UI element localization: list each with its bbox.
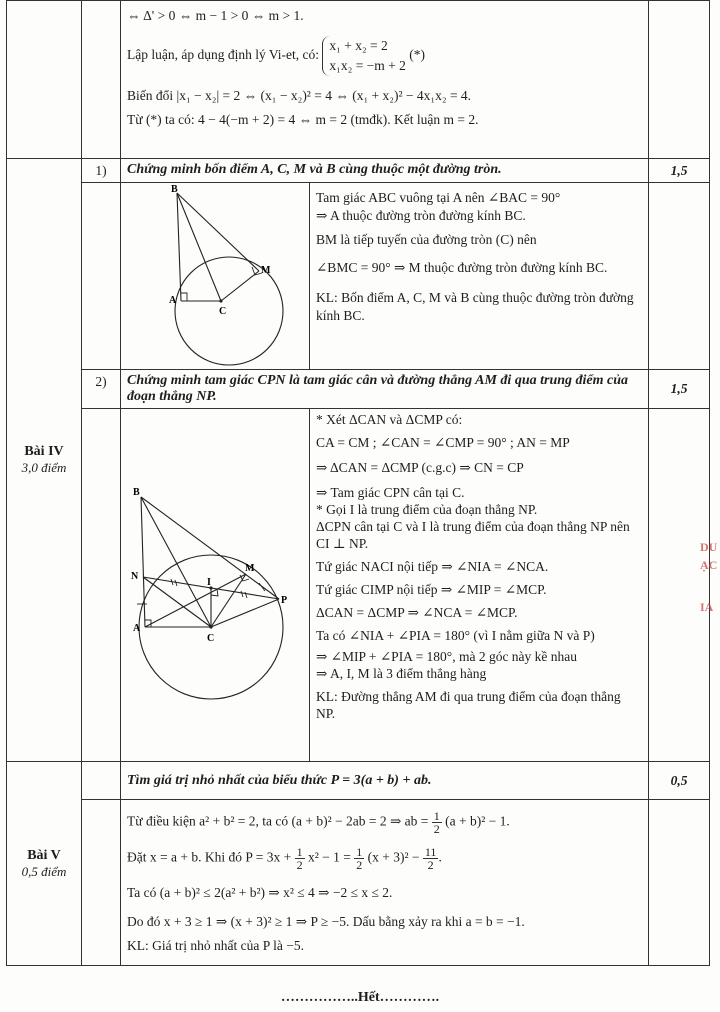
bai5-body [121,800,649,966]
circle-figure-1 [121,183,309,369]
bai5-line-2b: x² − 1 = [307,849,351,865]
p2-line-3: ⇒ ΔCAN = ΔCMP (c.g.c) ⇒ CN = CP [316,460,524,475]
bai5-num-cell [82,762,121,800]
p1-line-2: ⇒ A thuộc đường tròn đường kính BC. [316,208,526,223]
frac-half-3 [354,846,364,871]
bai3-delta-line: ⇔ Δ' > 0 ⇔ m − 1 > 0 ⇔ m > 1. [127,8,304,23]
stamp-fragment-2: ẠC [700,558,718,572]
bai4-p1-body [121,183,649,370]
vieta-tag: (*) [409,47,426,63]
stamp-fragment-1: DU [700,540,718,554]
bai4-p2-heading: Chứng minh tam giác CPN là tam giác cân và đường thẳng AM đi qua trung điểm của đoạn thẳng NP. [121,370,649,409]
bai4-p1-num: 1) [82,159,121,183]
bai4-label-cell [7,159,82,762]
p2-line-8: Tứ giác CIMP nội tiếp ⇒ ∠MIP = ∠MCP. [316,582,547,597]
bai4-p2-body [121,409,649,762]
p2-line-6: ΔCPN cân tại C và I là trung điểm của đoạn thẳng NP nên CI ⊥ NP. [316,519,630,551]
bai5-line-5: KL: Giá trị nhỏ nhất của P là −5. [127,938,304,953]
p2-line-7: Tứ giác NACI nội tiếp ⇒ ∠NIA = ∠NCA. [316,559,549,574]
bai5-points-body [649,800,710,966]
frac-half-2-num: 1 [296,845,303,859]
bai5-label-cell [7,762,82,966]
bai5-points: 0,5 [649,762,710,800]
bai4-title: Bài IV [24,444,64,459]
frac-half-1 [432,810,442,835]
scoring-table [6,0,710,966]
circle-figure-2 [121,409,309,761]
bai5-line-1a: Từ điều kiện a² + b² = 2, ta có (a + b)² − 2ab = 2 ⇒ ab = [127,813,429,829]
bai5-score: 0,5 điểm [21,863,67,879]
fig2-label-p: P [281,595,288,606]
bai5-line-1b: (a + b)² − 1. [445,813,510,829]
bai4-p2-num: 2) [82,370,121,409]
bai5-title: Bài V [27,847,61,863]
vieta-eq2: x₁x₂ = −m + 2 [329,58,406,73]
bai5-line-3: Ta có (a + b)² ≤ 2(a² + b²) ⇒ x² ≤ 4 ⇒ −2 ≤ x ≤ 2. [127,885,393,900]
bai3-conclusion-line: Từ (*) ta có: 4 − 4(−m + 2) = 4 ⇔ m = 2 (tmđk). Kết luận m = 2. [127,112,479,127]
bai4-score: 3,0 điểm [21,460,67,475]
p2-line-5: * Gọi I là trung điểm của đoạn thẳng NP. [316,502,538,517]
bai4-p2-points: 1,5 [649,370,710,409]
fig1-label-m: M [261,265,271,276]
frac-eleven [423,846,439,871]
end-marker: ……………..Hết…………. [280,990,440,1005]
frac-half-1-den: 2 [433,822,440,836]
p2-line-12: ⇒ A, I, M là 3 điểm thẳng hàng [316,666,487,681]
bai4-p2-points-body [649,409,710,762]
bai5-line-2a: Đặt x = a + b. Khi đó P = 3x + [127,849,292,865]
bai5-line-1 [121,800,648,838]
frac-half-2 [295,846,305,871]
bai5-line-4: Do đó x + 3 ≥ 1 ⇒ (x + 3)² ≥ 1 ⇒ P ≥ −5. Dấu bằng xảy ra khi a = b = −1. [127,914,525,929]
bai5-line-2c: (x + 3)² − [367,849,420,865]
frac-half-3-num: 1 [356,845,363,859]
fig2-label-i: I [207,577,211,588]
p2-line-1: * Xét ΔCAN và ΔCMP có: [316,412,463,427]
fig1-label-b: B [171,184,178,195]
bai4-p1-points-body [649,183,710,370]
fig2-label-n: N [131,571,139,582]
bai3-content [121,1,649,159]
stamp-fragment-3: IA [700,600,714,614]
bai5-heading: Tìm giá trị nhỏ nhất của biểu thức P = 3(a + b) + ab. [121,762,649,800]
frac-half-2-den: 2 [296,858,303,872]
vieta-system [322,36,406,76]
fig2-label-m: M [245,563,255,574]
fig2-label-c: C [207,633,215,644]
bai4-p1-num-body [82,183,121,370]
vieta-eq1: x₁ + x₂ = 2 [329,38,388,53]
frac-half-1-num: 1 [433,809,440,823]
bai3-label-cell [7,1,82,159]
figure-1 [121,183,310,369]
fig1-label-c: C [219,306,227,317]
vieta-label: Lập luận, áp dụng định lý Vi-et, có: [127,47,320,63]
frac-eleven-num: 11 [424,845,437,859]
bai4-p2-text [310,409,648,761]
p1-line-1: Tam giác ABC vuông tại A nên ∠BAC = 90° [316,190,561,205]
bai3-transform-line: Biến đổi |x₁ − x₂| = 2 ⇔ (x₁ − x₂)² = 4 ⇔ (x₁ + x₂)² − 4x₁x₂ = 4. [127,88,472,103]
fig2-label-a: A [133,623,141,634]
frac-eleven-den: 2 [427,858,434,872]
bai4-p2-num-body [82,409,121,762]
frac-half-3-den: 2 [356,858,363,872]
bai5-num-body [82,800,121,966]
figure-2 [121,409,310,761]
p1-line-5: KL: Bốn điểm A, C, M và B cùng thuộc đường tròn đường kính BC. [316,290,634,323]
fig2-label-b: B [133,487,140,498]
p2-line-2: CA = CM ; ∠CAN = ∠CMP = 90° ; AN = MP [316,435,570,450]
p1-line-3: BM là tiếp tuyến của đường tròn (C) nên [316,232,537,247]
bai4-p1-heading: Chứng minh bốn điểm A, C, M và B cùng thuộc một đường tròn. [121,159,649,183]
bai3-points-cell [649,1,710,159]
p2-line-10: Ta có ∠NIA + ∠PIA = 180° (vì I nằm giữa N và P) [316,628,595,643]
bai3-num-cell [82,1,121,159]
bai4-p1-points: 1,5 [649,159,710,183]
p2-line-11: ⇒ ∠MIP + ∠PIA = 180°, mà 2 góc này kề nhau [316,649,578,664]
bai4-p1-text [310,183,648,369]
p2-line-13: KL: Đường thẳng AM đi qua trung điểm của đoạn thẳng NP. [316,689,621,721]
p1-line-4: ∠BMC = 90° ⇒ M thuộc đường tròn đường kính BC. [316,260,608,275]
p2-line-4: ⇒ Tam giác CPN cân tại C. [316,485,465,500]
fig1-label-a: A [169,295,177,306]
p2-line-9: ΔCAN = ΔCMP ⇒ ∠NCA = ∠MCP. [316,605,518,620]
bai5-line-2: Đặt x = a + b. Khi đó P = 3x + $\frac{1}{2}$ x² − 1 = $\frac{1}{2}$ (x + 3)² − $\frac{11}{2}$ . [127,845,442,872]
bai3-vieta-line [121,28,648,79]
